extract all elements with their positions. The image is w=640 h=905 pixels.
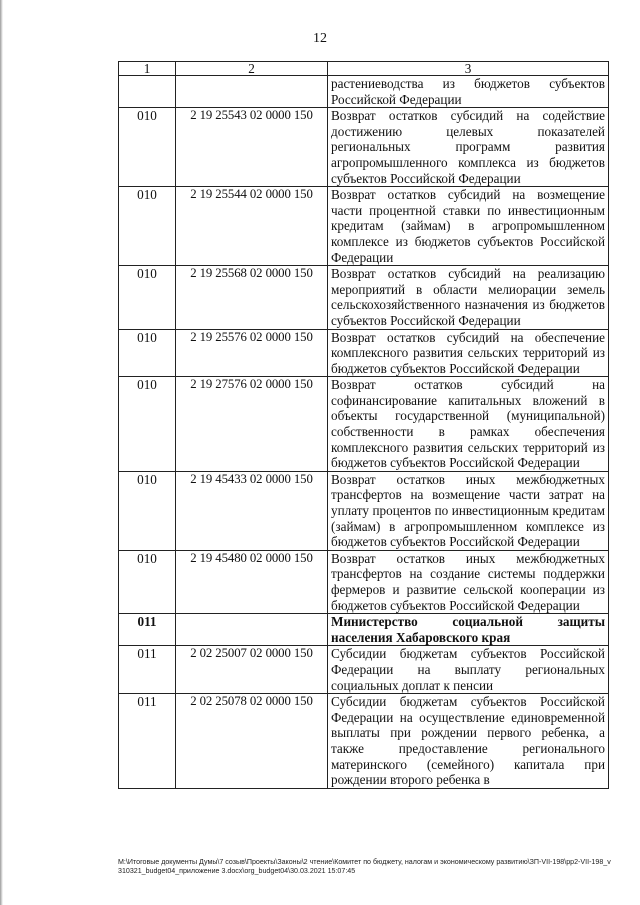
table-row [119, 108, 609, 187]
file-path-footer: M:\Итоговые документы Думы\7 созыв\Проекты\Законы\2 чтение\Комитет по бюджету, налогам и экономическому развитию\ЗП-VII-198\pp2-VII-198_v310321_budget04_приложение 3.docx\org_budget04\30.03.2021 15:07:45 [118, 858, 611, 875]
table-header-row [119, 62, 609, 76]
kbk-code-cell: 2 02 25007 02 0000 150 [176, 646, 328, 694]
administrator-name-cell: Министерство социальной защиты населения Хабаровского края [328, 614, 609, 646]
table-row [119, 266, 609, 329]
revenue-name-cell: Возврат остатков субсидий на обеспечение комплексного развития сельских территорий из бюджетов субъектов Российской Федерации [328, 329, 609, 377]
revenue-name-cell: Возврат остатков иных межбюджетных трансфертов на создание системы поддержки фермеров и развитие сельской кооперации из бюджетов субъектов Российской Федерации [328, 550, 609, 613]
admin-code-cell: 010 [119, 187, 176, 266]
table-row [119, 187, 609, 266]
admin-code-cell [119, 76, 176, 108]
revenue-name-cell: Субсидии бюджетам субъектов Российской Федерации на осуществление единовременной выплаты при рождении первого ребенка, а также предоставление регионального материнского (семейного) капитала при рождении второго ребенка в [328, 694, 609, 789]
table-row-section-heading [119, 614, 609, 646]
header-col-3: 3 [328, 62, 609, 76]
admin-code-cell: 010 [119, 471, 176, 550]
admin-code-cell: 011 [119, 694, 176, 789]
revenue-name-cell: Субсидии бюджетам субъектов Российской Федерации на выплату региональных социальных доплат к пенсии [328, 646, 609, 694]
kbk-code-cell: 2 19 27576 02 0000 150 [176, 377, 328, 472]
revenue-codes-table [118, 61, 609, 789]
revenue-name-cell: растениеводства из бюджетов субъектов Российской Федерации [328, 76, 609, 108]
table-row [119, 329, 609, 377]
admin-code-cell: 010 [119, 266, 176, 329]
kbk-code-cell: 2 19 25543 02 0000 150 [176, 108, 328, 187]
kbk-code-cell: 2 19 45480 02 0000 150 [176, 550, 328, 613]
kbk-code-cell: 2 19 45433 02 0000 150 [176, 471, 328, 550]
kbk-code-cell: 2 19 25544 02 0000 150 [176, 187, 328, 266]
table-row [119, 694, 609, 789]
admin-code-cell: 010 [119, 377, 176, 472]
revenue-name-cell: Возврат остатков субсидий на софинансирование капитальных вложений в объекты государственной (муниципальной) собственности в рамках обеспечения комплексного развития сельских территорий из бюджетов субъектов Российской Федерации [328, 377, 609, 472]
admin-code-cell: 010 [119, 329, 176, 377]
admin-code-cell: 011 [119, 614, 176, 646]
kbk-code-cell [176, 76, 328, 108]
table-row [119, 550, 609, 613]
revenue-name-cell: Возврат остатков субсидий на реализацию мероприятий в области мелиорации земель сельскохозяйственного назначения из бюджетов субъектов Российской Федерации [328, 266, 609, 329]
revenue-name-cell: Возврат остатков иных межбюджетных трансфертов на возмещение части затрат на уплату процентов по инвестиционным кредитам (займам) в агропромышленном комплексе из бюджетов субъектов Российской Федерации [328, 471, 609, 550]
kbk-code-cell: 2 19 25568 02 0000 150 [176, 266, 328, 329]
kbk-code-cell: 2 02 25078 02 0000 150 [176, 694, 328, 789]
table-row [119, 76, 609, 108]
header-col-1: 1 [119, 62, 176, 76]
page-number: 12 [313, 31, 327, 46]
revenue-name-cell: Возврат остатков субсидий на содействие достижению целевых показателей региональных программ развития агропромышленного комплекса из бюджетов субъектов Российской Федерации [328, 108, 609, 187]
table-row [119, 471, 609, 550]
admin-code-cell: 011 [119, 646, 176, 694]
revenue-name-cell: Возврат остатков субсидий на возмещение части процентной ставки по инвестиционным кредитам (займам) в агропромышленном комплексе из бюджетов субъектов Российской Федерации [328, 187, 609, 266]
kbk-code-cell: 2 19 25576 02 0000 150 [176, 329, 328, 377]
admin-code-cell: 010 [119, 108, 176, 187]
scan-edge-shadow [0, 0, 3, 905]
header-col-2: 2 [176, 62, 328, 76]
table-row [119, 377, 609, 472]
kbk-code-cell [176, 614, 328, 646]
admin-code-cell: 010 [119, 550, 176, 613]
table-row [119, 646, 609, 694]
